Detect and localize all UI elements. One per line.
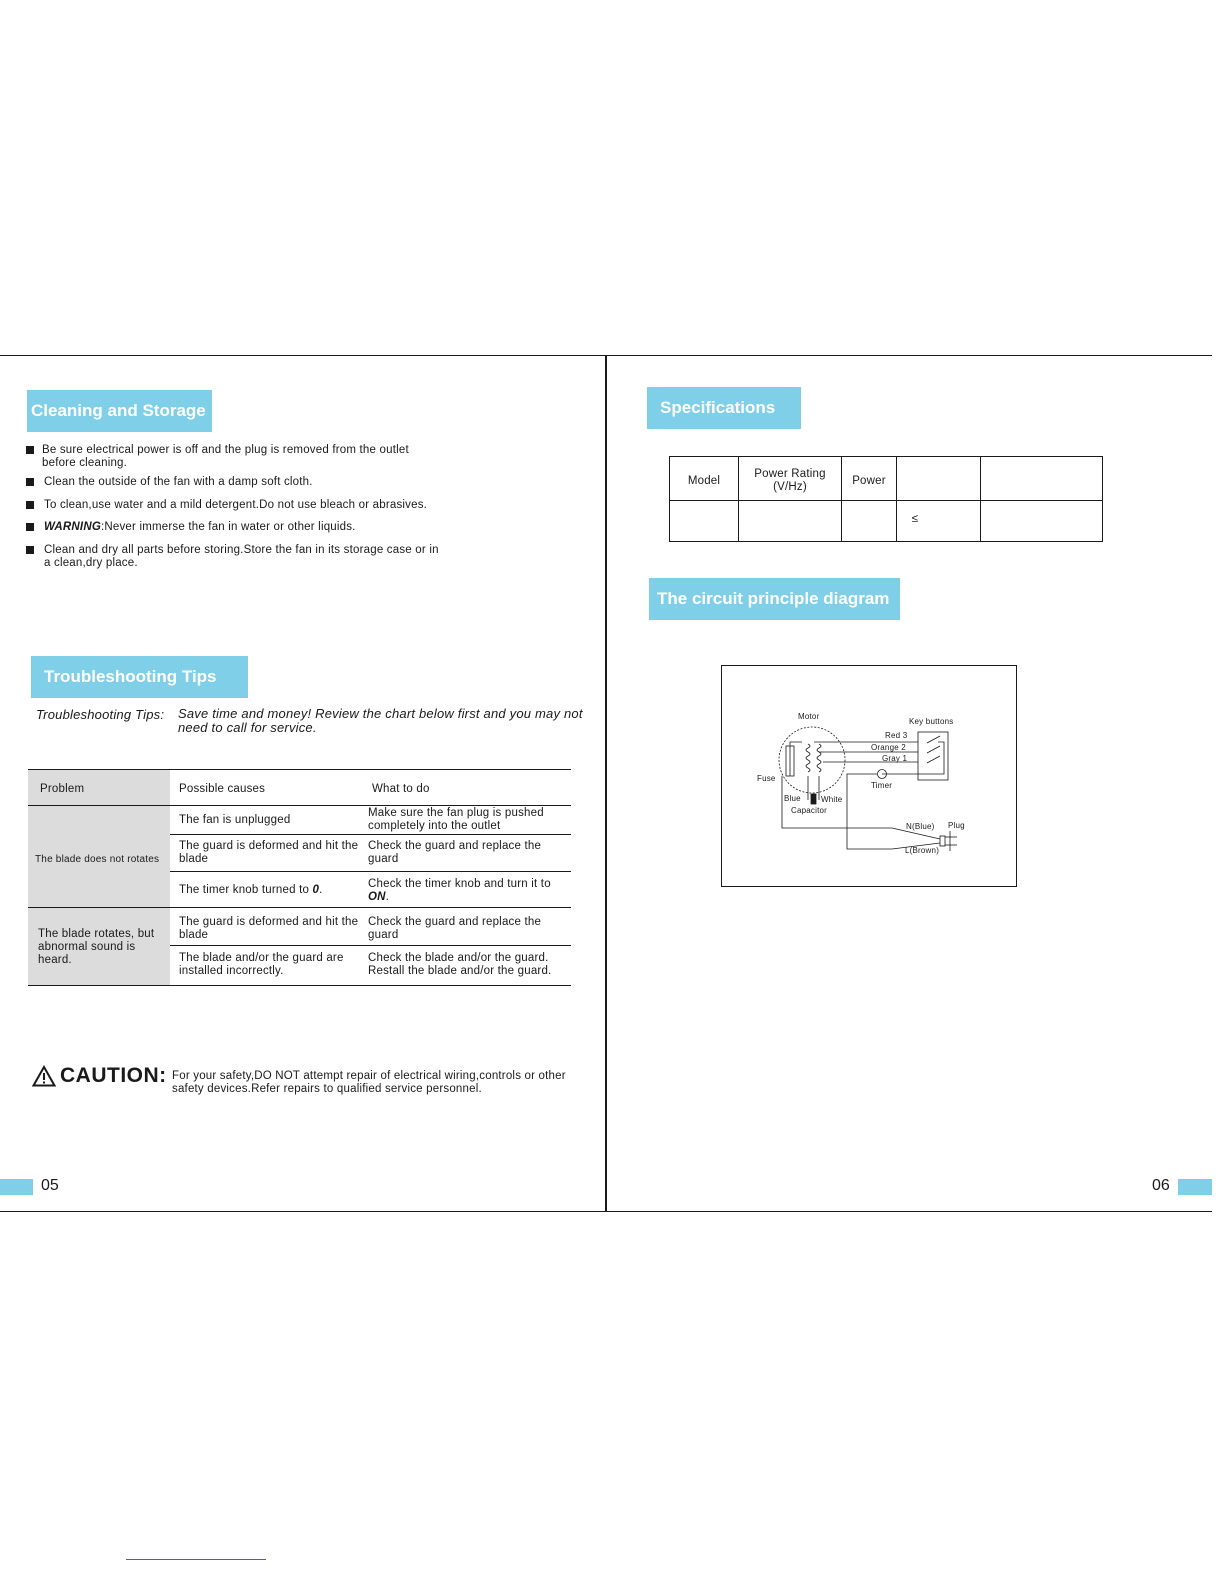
problem-cell: The blade does not rotates [35, 854, 160, 865]
label-gray: Gray 1 [882, 754, 908, 763]
spec-row-rule [669, 500, 1102, 501]
bullet-text: Be sure electrical power is off and the plug is removed from the outlet before cleaning. [42, 444, 409, 469]
caution-title: CAUTION: [60, 1064, 167, 1087]
spec-col-rule [841, 456, 842, 541]
warning-triangle-icon [32, 1065, 56, 1087]
table-rule [170, 871, 571, 872]
center-divider [605, 355, 607, 1212]
cause-emphasis: 0 [312, 884, 320, 896]
bullet-text: Clean the outside of the fan with a damp soft cloth. [44, 476, 313, 488]
spec-header-model: Model [687, 475, 721, 487]
header-todo: What to do [372, 783, 430, 795]
todo-cell [368, 878, 558, 904]
page-number-bar-left [0, 1179, 33, 1195]
spec-header-power: Power [852, 475, 886, 487]
label-white: White [821, 795, 843, 804]
cause-end: . [319, 884, 323, 896]
table-rule [170, 834, 571, 835]
spec-col-rule [980, 456, 981, 541]
todo-cell: Make sure the fan plug is pushed completely into the outlet [368, 807, 544, 832]
cause-cell: The blade and/or the guard are installed incorrectly. [179, 952, 344, 977]
square-bullet-icon [26, 546, 34, 554]
cleaning-heading: Cleaning and Storage [27, 390, 212, 432]
page-number-left: 05 [41, 1177, 59, 1194]
header-problem: Problem [40, 783, 85, 795]
todo-cell: Check the guard and replace the guard [368, 840, 542, 865]
spec-value-col4: ≤ [911, 513, 919, 525]
bullet-text: To clean,use water and a mild detergent.Do not use bleach or abrasives. [44, 499, 428, 511]
cause-cell: The guard is deformed and hit the blade [179, 840, 359, 865]
todo-end: . [385, 891, 390, 903]
table-rule [28, 805, 571, 806]
footer-link-underline [126, 1559, 266, 1560]
page-number-right: 06 [1152, 1177, 1170, 1194]
warning-label: WARNING [44, 521, 101, 533]
label-capacitor: Capacitor [791, 806, 828, 815]
circuit-diagram [721, 665, 1017, 887]
spec-col-rule [896, 456, 897, 541]
todo-text: Check the timer knob and turn it to [368, 878, 551, 890]
problem-cell: The blade rotates, but abnormal sound is heard. [38, 928, 155, 966]
bullet-text [44, 521, 504, 534]
label-red: Red 3 [885, 731, 908, 740]
spec-header-power-rating: Power Rating (V/Hz) [754, 468, 826, 493]
label-timer: Timer [871, 781, 893, 790]
todo-emphasis: ON [368, 891, 386, 903]
spec-table-border [669, 456, 1103, 542]
table-rule [170, 945, 571, 946]
header-causes: Possible causes [179, 783, 266, 795]
caution-text: For your safety,DO NOT attempt repair of electrical wiring,controls or other safety devices.Refer repairs to qualified service personnel. [172, 1070, 566, 1095]
bullet-text: Clean and dry all parts before storing.Store the fan in its storage case or in a clean,dry place. [44, 544, 439, 569]
square-bullet-icon [26, 523, 34, 531]
warning-text: :Never immerse the fan in water or other liquids. [100, 521, 356, 533]
troubleshooting-heading: Troubleshooting Tips [31, 656, 248, 698]
cause-cell [179, 884, 359, 897]
label-l-brown: L(Brown) [905, 846, 940, 855]
label-motor: Motor [798, 712, 820, 721]
circuit-heading: The circuit principle diagram [649, 578, 900, 620]
label-key-buttons: Key buttons [909, 717, 954, 726]
cause-cell: The fan is unplugged [179, 814, 291, 826]
cause-text: The timer knob turned to [179, 884, 313, 896]
square-bullet-icon [26, 478, 34, 486]
label-n-blue: N(Blue) [906, 822, 935, 831]
square-bullet-icon [26, 501, 34, 509]
table-rule [28, 907, 571, 908]
table-rule [28, 985, 571, 986]
intro-label: Troubleshooting Tips: [36, 707, 165, 722]
cause-cell: The guard is deformed and hit the blade [179, 916, 359, 941]
label-fuse: Fuse [757, 774, 776, 783]
page-number-bar-right [1178, 1179, 1212, 1195]
intro-message: Save time and money! Review the chart below first and you may not need to call for service. [178, 706, 583, 735]
table-rule [28, 769, 571, 770]
label-blue: Blue [784, 794, 801, 803]
specifications-heading: Specifications [647, 387, 801, 429]
square-bullet-icon [26, 446, 34, 454]
todo-cell: Check the guard and replace the guard [368, 916, 542, 941]
spec-col-rule [738, 456, 739, 541]
todo-cell: Check the blade and/or the guard. Restall the blade and/or the guard. [368, 952, 552, 977]
label-plug: Plug [948, 821, 965, 830]
label-orange: Orange 2 [871, 743, 906, 752]
